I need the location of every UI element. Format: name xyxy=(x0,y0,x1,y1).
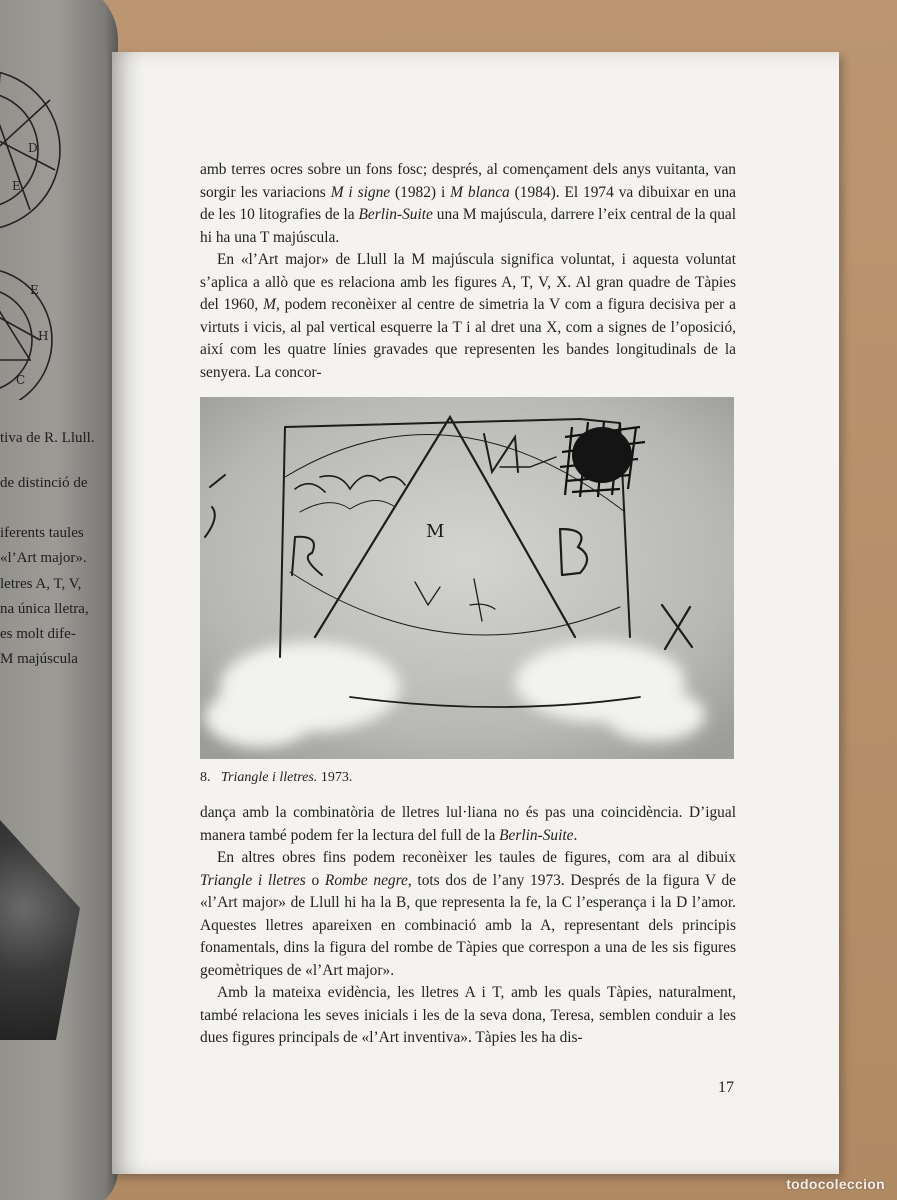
left-page xyxy=(0,0,118,1200)
watermark-logo: todocoleccion xyxy=(786,1176,885,1192)
page-number: 17 xyxy=(718,1079,734,1096)
italic-title: Triangle i lletres xyxy=(200,871,306,889)
left-frag-3: «l’Art major». xyxy=(0,550,87,566)
text-run: En altres obres fins podem reconèixer les taules de figures, com ara al dibuix xyxy=(217,849,736,866)
artwork-letter-m: M xyxy=(426,521,445,542)
italic-title: Berlin-Suite xyxy=(358,206,433,223)
text-run: , tots dos de l’any 1973. Després de la figura V de «l’Art major» de Llull hi ha la B, que representa la fe, la C l’esperança i la D l’amor. Aquestes lletres apareixen en combinació amb la A, representant dels principis fonamentals, dins la figura del rombe de Tàpies que correspon a una de les sis figures geomètriques de «l’Art major». xyxy=(200,871,737,979)
left-page-photo-fragment xyxy=(0,820,80,1040)
left-frag-4: letres A, T, V, xyxy=(0,576,82,592)
text-run: o xyxy=(305,871,325,889)
left-frag-5: na única lletra, xyxy=(0,601,89,617)
svg-text:C: C xyxy=(16,373,26,387)
text-run: , podem reconèixer al centre de simetria la V com a figura decisiva per a virtuts i vicis, al pal vertical esquerre la T i al dret una X, com a signes de l’oposició, així com les quatre línies gravades que representen les bandes longitudinals de la senyera. La concor- xyxy=(200,296,736,381)
paragraph-1 xyxy=(200,159,736,249)
paragraph-3 xyxy=(200,802,736,847)
italic-title: M xyxy=(263,296,276,313)
text-run: dança amb la combinatòria de lletres lul·liana no és pas una coincidència. D’igual manera també podem fer la lectura del full de la xyxy=(200,804,736,844)
left-frag-0: tiva de R. Llull. xyxy=(0,430,95,446)
body-text-bottom xyxy=(200,802,736,1050)
figure-caption xyxy=(200,770,352,786)
italic-title: Berlin-Suite xyxy=(499,826,574,844)
figure-number: 8. xyxy=(200,770,211,785)
text-run: . xyxy=(573,826,578,844)
italic-title: M i signe xyxy=(330,183,391,201)
text-run: (1984). El 1974 va dibuixar en una de les 10 litografies de la xyxy=(200,183,737,223)
left-frag-1: de distinció de xyxy=(0,475,88,491)
italic-title: Rombe negre xyxy=(324,871,408,889)
text-run: (1982) i xyxy=(390,183,451,201)
left-frag-7: M majúscula xyxy=(0,651,78,667)
left-frag-6: es molt dife- xyxy=(0,626,76,642)
book-page xyxy=(112,52,839,1174)
body-text-top xyxy=(200,159,736,384)
italic-title: M blanca xyxy=(450,183,510,201)
artwork-triangle-i-lletres xyxy=(200,397,734,759)
paragraph-4 xyxy=(200,847,736,982)
text-run: Amb la mateixa evidència, les lletres A i T, amb les quals Tàpies, naturalment, també relaciona les seves inicials i les de la seva dona, Teresa, semblen conduir a les dues figures principals de «l’Art inventiva». Tàpies les ha dis- xyxy=(200,984,736,1046)
text-run: una M majúscula, darrere l’eix central de la qual hi ha una T majúscula. xyxy=(200,206,736,246)
text-run: amb terres ocres sobre un fons fosc; després, al començament dels anys vuitanta, van sorgir les variacions xyxy=(200,161,736,201)
text-run: En «l’Art major» de Llull la M majúscula significa voluntat, i aquesta voluntat s’aplica a allò que es relaciona amb les figures A, T, V, X. Al gran quadre de Tàpies del 1960, xyxy=(200,251,736,313)
paragraph-5 xyxy=(200,982,736,1050)
llull-diagram-fragment xyxy=(0,40,80,400)
figure-year: 1973. xyxy=(320,770,353,785)
svg-text:E: E xyxy=(30,283,39,297)
paragraph-2 xyxy=(200,249,736,384)
svg-text:E: E xyxy=(12,179,21,193)
left-frag-2: iferents taules xyxy=(0,525,84,541)
svg-text:H: H xyxy=(38,329,49,343)
svg-text:D: D xyxy=(28,141,38,155)
figure-title: Triangle i lletres. xyxy=(221,770,318,785)
